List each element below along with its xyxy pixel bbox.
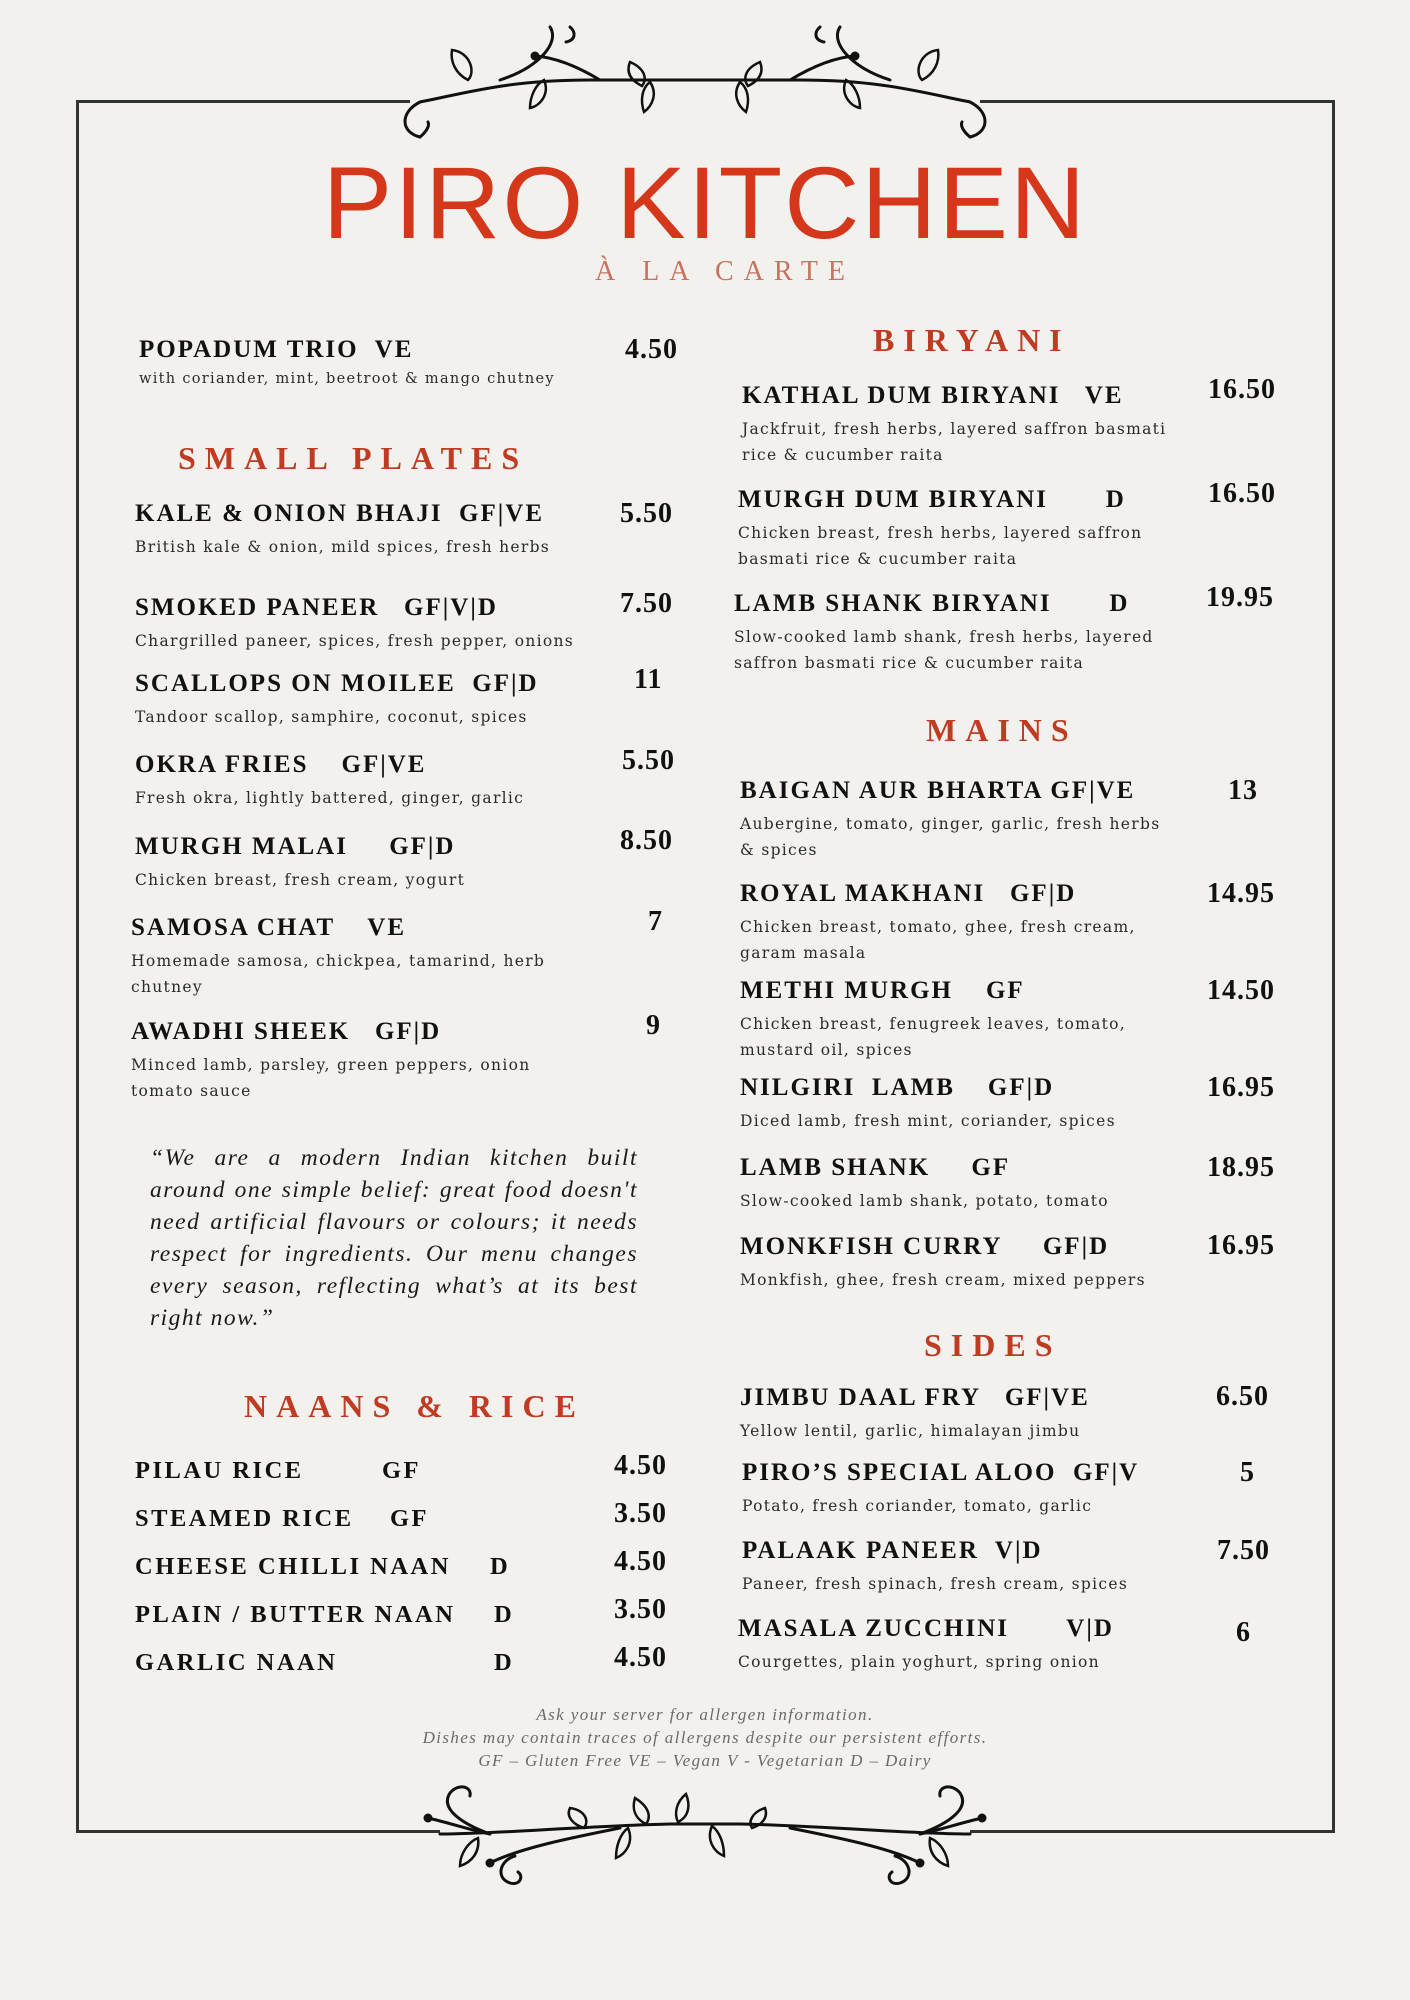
menu-item [740, 1384, 1180, 1444]
menu-item [135, 1553, 451, 1581]
item-desc: Fresh okra, lightly battered, ginger, garlic [135, 789, 525, 807]
footer-line-2: Dishes may contain traces of allergens despite our persistent efforts. [422, 1728, 988, 1747]
item-name: ROYAL MAKHANI GF|D [740, 880, 1077, 907]
item-name: MURGH DUM BIRYANI D [738, 486, 1126, 513]
item-price: 14.50 [1207, 975, 1275, 1006]
item-price: 7.50 [620, 588, 673, 619]
item-desc: Chicken breast, fresh cream, yogurt [135, 871, 466, 889]
item-desc: Slow-cooked lamb shank, potato, tomato [740, 1192, 1109, 1210]
vine-ornament-top-icon [390, 22, 1000, 140]
menu-item [135, 670, 539, 730]
menu-item [135, 1649, 337, 1677]
item-name: KALE & ONION BHAJI GF|VE [135, 500, 545, 527]
item-desc: Monkfish, ghee, fresh cream, mixed peppers [740, 1271, 1146, 1289]
menu-item [135, 1601, 455, 1629]
menu-item [135, 500, 550, 560]
item-desc: Aubergine, tomato, ginger, garlic, fresh herbs & spices [740, 815, 1161, 859]
menu-item [131, 1018, 561, 1104]
item-price: 16.50 [1208, 478, 1276, 509]
item-price: 16.50 [1208, 374, 1276, 405]
item-price: 5.50 [620, 498, 673, 529]
item-price: 6.50 [1216, 1381, 1269, 1412]
item-price: 5.50 [622, 745, 675, 776]
dietary-tag: D [494, 1601, 515, 1628]
item-desc: Chicken breast, tomato, ghee, fresh cream, garam masala [740, 918, 1136, 962]
menu-item [742, 1537, 1182, 1597]
item-name: PALAAK PANEER V|D [742, 1537, 1043, 1564]
menu-item [131, 914, 561, 1000]
dietary-tag: GF [382, 1457, 422, 1484]
item-desc: with coriander, mint, beetroot & mango chutney [139, 371, 555, 387]
footer-line-3: GF – Gluten Free VE – Vegan V - Vegetarian D – Dairy [478, 1751, 932, 1770]
item-price: 4.50 [614, 1450, 667, 1481]
item-name: MURGH MALAI GF|D [135, 833, 456, 860]
item-price: 8.50 [620, 825, 673, 856]
item-desc: Courgettes, plain yoghurt, spring onion [738, 1653, 1100, 1671]
menu-item [740, 777, 1180, 863]
item-name: METHI MURGH GF [740, 977, 1025, 1004]
item-desc: Diced lamb, fresh mint, coriander, spices [740, 1112, 1116, 1130]
vine-ornament-bottom-icon [420, 1768, 990, 1886]
menu-item [135, 751, 524, 811]
item-price: 3.50 [614, 1498, 667, 1529]
item-name: BAIGAN AUR BHARTA GF|VE [740, 777, 1136, 804]
item-price: 7 [648, 906, 663, 937]
item-name: SCALLOPS ON MOILEE GF|D [135, 670, 539, 697]
item-name: STEAMED RICE [135, 1505, 354, 1532]
allergen-footer [0, 1703, 1410, 1772]
item-price: 4.50 [625, 334, 678, 365]
item-price: 16.95 [1207, 1230, 1275, 1261]
item-desc: Yellow lentil, garlic, himalayan jimbu [740, 1422, 1081, 1440]
item-desc: Potato, fresh coriander, tomato, garlic [742, 1497, 1093, 1515]
menu-item [740, 880, 1180, 966]
restaurant-philosophy-quote: “We are a modern Indian kitchen built around one simple belief: great food doesn't need artificial flavours or colours; it needs respect for ingredients. Our menu changes every season, reflecting what’s at its best right now.” [150, 1145, 638, 1331]
menu-item [135, 594, 574, 654]
item-name: GARLIC NAAN [135, 1649, 338, 1676]
menu-item-popadum [139, 336, 555, 392]
item-name: PLAIN / BUTTER NAAN [135, 1601, 456, 1628]
item-desc: Chicken breast, fenugreek leaves, tomato, mustard oil, spices [740, 1015, 1127, 1059]
item-desc: Slow-cooked lamb shank, fresh herbs, layered saffron basmati rice & cucumber raita [734, 628, 1154, 672]
item-desc: Homemade samosa, chickpea, tamarind, herb chutney [131, 952, 546, 996]
menu-item [740, 1074, 1180, 1134]
menu-item [740, 1233, 1180, 1293]
item-desc: British kale & onion, mild spices, fresh herbs [135, 538, 551, 556]
item-name: LAMB SHANK GF [740, 1154, 1011, 1181]
menu-item [742, 1459, 1182, 1519]
item-price: 14.95 [1207, 878, 1275, 909]
section-title-biryani: BIRYANI [873, 322, 1071, 358]
item-name: PILAU RICE [135, 1457, 304, 1484]
item-price: 3.50 [614, 1594, 667, 1625]
item-desc: Minced lamb, parsley, green peppers, onion tomato sauce [131, 1056, 531, 1100]
item-price: 6 [1236, 1617, 1251, 1648]
item-name: KATHAL DUM BIRYANI VE [742, 382, 1124, 409]
item-price: 18.95 [1207, 1152, 1275, 1183]
item-desc: Jackfruit, fresh herbs, layered saffron basmati rice & cucumber raita [742, 420, 1167, 464]
item-name: SAMOSA CHAT VE [131, 914, 407, 941]
dietary-tag: D [490, 1553, 511, 1580]
menu-item [135, 1505, 354, 1533]
footer-line-1: Ask your server for allergen information. [536, 1705, 874, 1724]
dietary-tag: D [494, 1649, 515, 1676]
item-price: 4.50 [614, 1546, 667, 1577]
item-price: 16.95 [1207, 1072, 1275, 1103]
item-name: POPADUM TRIO VE [139, 336, 414, 363]
section-title-small-plates: SMALL PLATES [178, 440, 529, 476]
item-desc: Chargrilled paneer, spices, fresh pepper, onions [135, 632, 575, 650]
item-price: 13 [1228, 775, 1258, 806]
item-name: MONKFISH CURRY GF|D [740, 1233, 1110, 1260]
item-name: SMOKED PANEER GF|V|D [135, 594, 498, 621]
restaurant-name: PIRO KITCHEN [322, 146, 1088, 260]
menu-item [740, 977, 1180, 1063]
item-price: 9 [646, 1010, 661, 1041]
item-price: 5 [1240, 1457, 1255, 1488]
section-title-sides: SIDES [924, 1327, 1062, 1363]
item-name: JIMBU DAAL FRY GF|VE [740, 1384, 1090, 1411]
menu-item [135, 1457, 304, 1485]
dietary-tag: GF [390, 1505, 430, 1532]
item-desc: Tandoor scallop, samphire, coconut, spices [135, 708, 528, 726]
item-name: OKRA FRIES GF|VE [135, 751, 427, 778]
menu-item [734, 590, 1174, 676]
item-name: LAMB SHANK BIRYANI D [734, 590, 1130, 617]
item-name: NILGIRI LAMB GF|D [740, 1074, 1055, 1101]
item-desc: Chicken breast, fresh herbs, layered saffron basmati rice & cucumber raita [738, 524, 1143, 568]
item-desc: Paneer, fresh spinach, fresh cream, spices [742, 1575, 1129, 1593]
section-title-mains: MAINS [926, 712, 1078, 748]
item-price: 7.50 [1217, 1535, 1270, 1566]
menu-item [740, 1154, 1180, 1214]
item-price: 11 [634, 664, 663, 695]
item-name: AWADHI SHEEK GF|D [131, 1018, 442, 1045]
menu-item [742, 382, 1182, 468]
section-title-naans-rice: NAANS & RICE [244, 1388, 585, 1424]
item-name: MASALA ZUCCHINI V|D [738, 1615, 1114, 1642]
menu-item [135, 833, 465, 893]
item-price: 19.95 [1206, 582, 1274, 613]
menu-item [738, 1615, 1178, 1675]
menu-subtitle: À LA CARTE [594, 256, 856, 287]
menu-item [738, 486, 1178, 572]
item-name: PIRO’S SPECIAL ALOO GF|V [742, 1459, 1140, 1486]
item-price: 4.50 [614, 1642, 667, 1673]
item-name: CHEESE CHILLI NAAN [135, 1553, 451, 1580]
